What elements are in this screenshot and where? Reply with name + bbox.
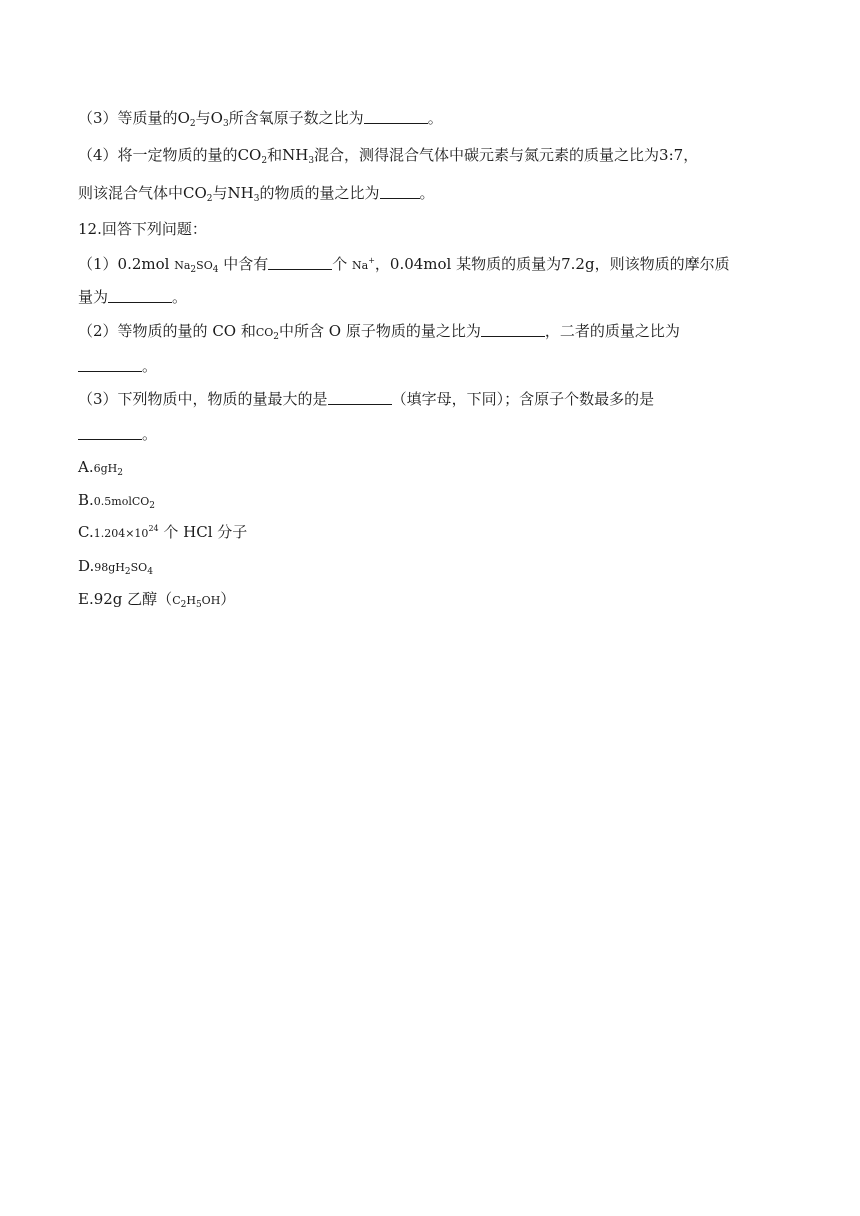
part-number: （4） [78,146,118,164]
formula-nh3: $NH_3$ [227,184,260,204]
q12-part2-line2: 。 [78,356,157,376]
answer-blank[interactable] [268,255,332,270]
question-text: 与 [195,109,211,127]
part-number: （1） [78,255,118,273]
part-number: （2） [78,322,118,340]
q12-part3-line2: 。 [78,424,157,444]
q11-part4-line2: 则该混合气体中$CO_2$与$NH_3$的物质的量之比为 。 [78,184,435,204]
option-e: E.92g 乙醇$(C_2H_5OH)$ [78,590,236,610]
part-number: （3） [78,390,118,408]
q11-part4-line1: （4）将一定物质的量的$CO_2$和$NH_3$混合，测得混合气体中碳元素与氮元素的质量之比为3:7， [78,146,699,166]
answer-blank[interactable] [78,425,142,440]
formula-co2: $CO_2$ [237,146,268,166]
answer-blank[interactable] [108,288,172,303]
option-label: E. [78,590,94,608]
option-b [78,490,155,512]
q12-title: 12.回答下列问题： [78,220,207,238]
formula-co2: $CO_2$ [255,326,280,342]
answer-blank[interactable] [364,109,428,124]
answer-blank[interactable] [328,390,392,405]
q12-part1-line1: （1）0.2mol $Na_2SO_4$ 中含有 个 Na+，0.04mol 某物质的质量为7.2g，则该物质的摩尔质 [78,255,730,275]
formula-co2: $CO_2$ [183,184,213,204]
formula: $1.204\times 10^{24}$ [93,524,159,540]
formula: 0.5molCO$_2$ [93,495,156,511]
option-d [78,556,153,578]
option-label: B. [78,491,94,509]
formula-nh3: $NH_3$ [282,146,315,166]
question-text: 所含氧原子数之比为 [228,109,364,127]
question-text: 等质量的 [117,109,178,127]
q12-part1-line2: 量为 。 [78,288,188,306]
formula-na-ion: Na+ [352,256,375,272]
answer-blank[interactable] [380,184,420,199]
option-c: $C.1.204\times 10^{24}$ 个 HCl 分子 [78,523,248,541]
option-label: C. [78,523,94,541]
option-a [78,457,123,479]
q12-part2-line1: （2）等物质的量的 CO 和$CO_2$中所含 O 原子物质的量之比为 ，二者的质量之比为 [78,322,680,342]
formula-ethanol: $C_2H_5OH$ [172,594,221,610]
formula: $98gH_2SO_4$ [94,561,153,577]
q12-part3-line1: （3）下列物质中，物质的量最大的是 （填字母，下同）；含原子个数最多的是 [78,390,655,408]
part-number: （3） [78,109,118,127]
formula-na2so4: $Na_2SO_4$ [174,259,219,275]
formula-o2: $O_2$ [177,109,196,129]
option-label: A. [78,458,94,476]
answer-blank[interactable] [78,357,142,372]
formula: $6gH_2$ [93,462,123,478]
answer-blank[interactable] [481,322,545,337]
option-label: D. [78,557,95,575]
formula-o3: $O_3$ [210,109,229,129]
q11-part3: （3）等质量的$O_2$与$O_3$所含氧原子数之比为 。 [78,109,443,129]
